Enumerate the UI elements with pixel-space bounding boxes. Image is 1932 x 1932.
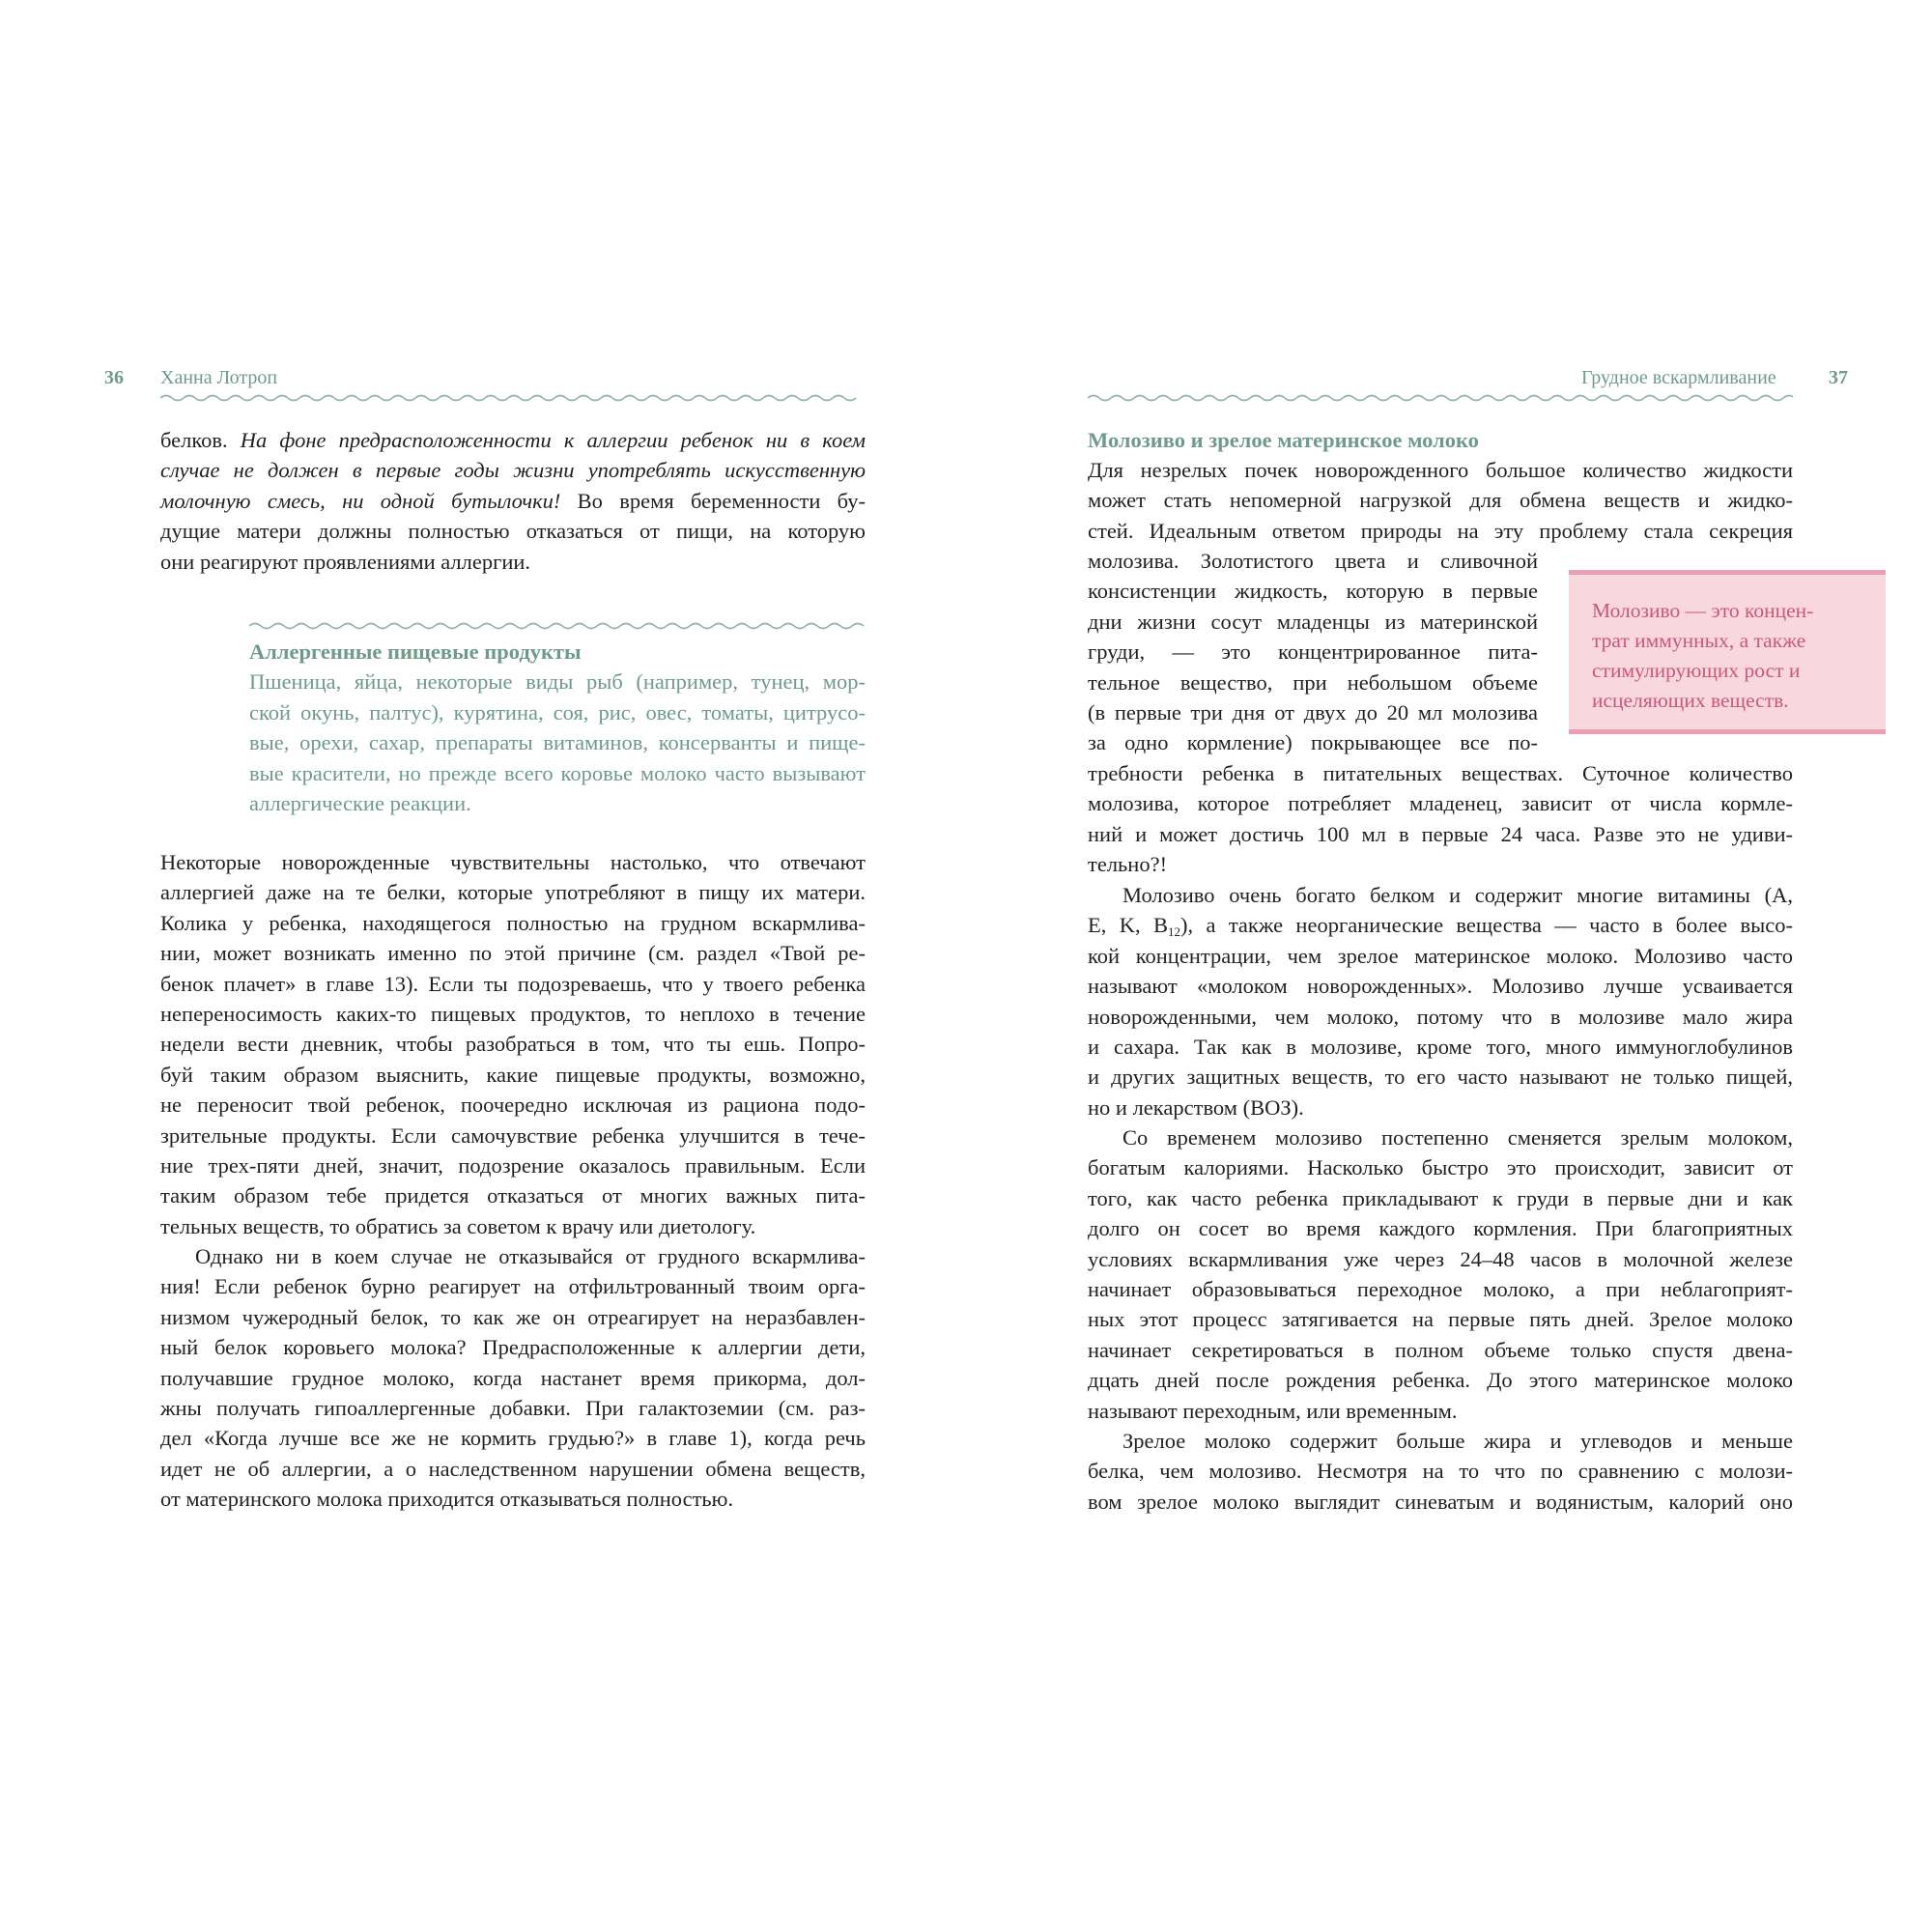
right-para-4: Зрелое молоко содержит больше жира и углеводов и меньше белка, чем молозиво. Несмотря на то что по сравнению с молози- вом зрелое молоко выглядит синеватым и водянистым, калорий оно	[1088, 1429, 1793, 1514]
aside-wave-rule	[249, 621, 866, 631]
running-head-left: Ханна Лотроп	[160, 367, 278, 388]
right-para-1-narrow: молозива. Золотистого цвета и сливочной консистенции жидкость, которую в первые дни жизни сосут младенцы из материнской груди, — это концентрированное пита- тельное вещество, при небольшом объеме (в первые три дня от двух до 20 мл молозива за одно кормление) покрывающее все по-	[1088, 549, 1538, 755]
section-title: Молозиво и зрелое материнское молоко	[1088, 428, 1479, 452]
colostrum-callout: Молозиво — это концен- трат иммунных, а также стимулирующих рост и исцеляющих веществ.	[1569, 570, 1886, 734]
page-number-right: 37	[1829, 367, 1848, 388]
left-para-2: Некоторые новорожденные чувствительны настолько, что отвечают аллергией даже на те белки, которые употребляют в пищу их матери. Колика у ребенка, находящегося полностью на грудном вскармлива- нии, может возникать именно по этой причине (см. раздел «Твой ре- бенок плачет» в главе 13). Если ты подозреваешь, что у твоего ребенка непереносимость каких-то пищевых продуктов, то неплохо в течение недели вести дневник, чтобы разобраться в том, что ты ешь. Попро- буй таким образом выяснить, какие пищевые продукты, возможно, не переносит твой ребенок, поочередно исключая из рациона подо- зрительные продукты. Если самочувствие ребенка улучшится в тече- ние трех-пяти дней, значит, подозрение оказалось правильным. Если таким образом тебе придется отказаться от многих важных пита- тельных веществ, то обратись за советом к врачу или диетологу.	[160, 850, 866, 1238]
running-head-right: Грудное вскармливание	[1581, 367, 1776, 388]
right-para-2: Молозиво очень богато белком и содержит многие витамины (A, E, K, $B_{12}$), а также неорганические вещества — часто в более высо- кой концентрации, чем зрелое материнское молоко. Молозиво часто называют «молоком новорожденных». Молозиво лучше усваивается новорожденными, чем молоко, потому что в молозиве мало жира и сахара. Так как в молозиве, кроме того, много иммуноглобулинов и других защитных веществ, то его часто называют не только пищей, но и лекарством (ВОЗ).	[1088, 883, 1793, 1120]
left-para-3: Однако ни в коем случае не отказывайся от грудного вскармлива- ния! Если ребенок бурно реагирует на отфильтрованный твоим орга- низмом чужеродный белок, то как же он отреагирует на неразбавлен- ный белок коровьего молока? Предрасположенные к аллергии дети, получавшие грудное молоко, когда настанет время прикорма, дол- жны получать гипоаллергенные добавки. При галактоземии (см. раз- дел «Когда лучше все же не кормить грудью?» в главе 1), когда речь идет не об аллергии, а о наследственном нарушении обмена веществ, от материнского молока приходится отказываться полностью.	[160, 1244, 866, 1512]
aside-title: Аллергенные пищевые продукты	[249, 639, 582, 664]
right-para-3: Со временем молозиво постепенно сменяется зрелым молоком, богатым калориями. Насколько быстро это происходит, зависит от того, как часто ребенка прикладывают к груди в первые дни и как долго он сосет во время каждого кормления. При благоприятных условиях вскармливания уже через 24–48 часов в молочной железе начинает образовываться переходное молоко, а при неблагоприят- ных этот процесс затягивается на первые пять дней. Зрелое молоко начинает секретироваться в полном объеме только спустя двена- дцать дней после рождения ребенка. До этого материнское молоко называют переходным, или временным.	[1088, 1125, 1793, 1423]
left-para-1: белков. На фоне предрасположенности к аллергии ребенок ни в коем случае не должен в первые годы жизни употреблять искусственную молочную смесь, ни одной бутылочки! Во время беременности бу- дущие матери должны полностью отказаться от пищи, на которую они реагируют проявлениями аллергии.	[160, 428, 867, 574]
allergen-aside: Аллергенные пищевые продукты Пшеница, яйца, некоторые виды рыб (например, тунец, мор- ской окунь, палтус), курятина, соя, рис, овес, томаты, цитрусо- вые, орехи, сахар, препараты витаминов, консерванты и пище- вые красители, но прежде всего коровье молоко часто вызывают аллергические реакции.	[249, 637, 866, 818]
header-wave-rule-right	[1088, 393, 1793, 403]
header-wave-rule-left	[160, 393, 866, 403]
right-para-1-full: Для незрелых почек новорожденного большое количество жидкости может стать непомерной нагрузкой для обмена веществ и жидко- стей. Идеальным ответом природы на эту проблему стала секреция	[1088, 458, 1793, 543]
page-number-left: 36	[104, 367, 124, 388]
right-para-1-rest: требности ребенка в питательных веществах. Суточное количество молозива, которое потребляет младенец, зависит от числа кормле- ний и может достичь 100 мл в первые 24 часа. Разве это не удиви- тельно?!	[1088, 761, 1793, 877]
